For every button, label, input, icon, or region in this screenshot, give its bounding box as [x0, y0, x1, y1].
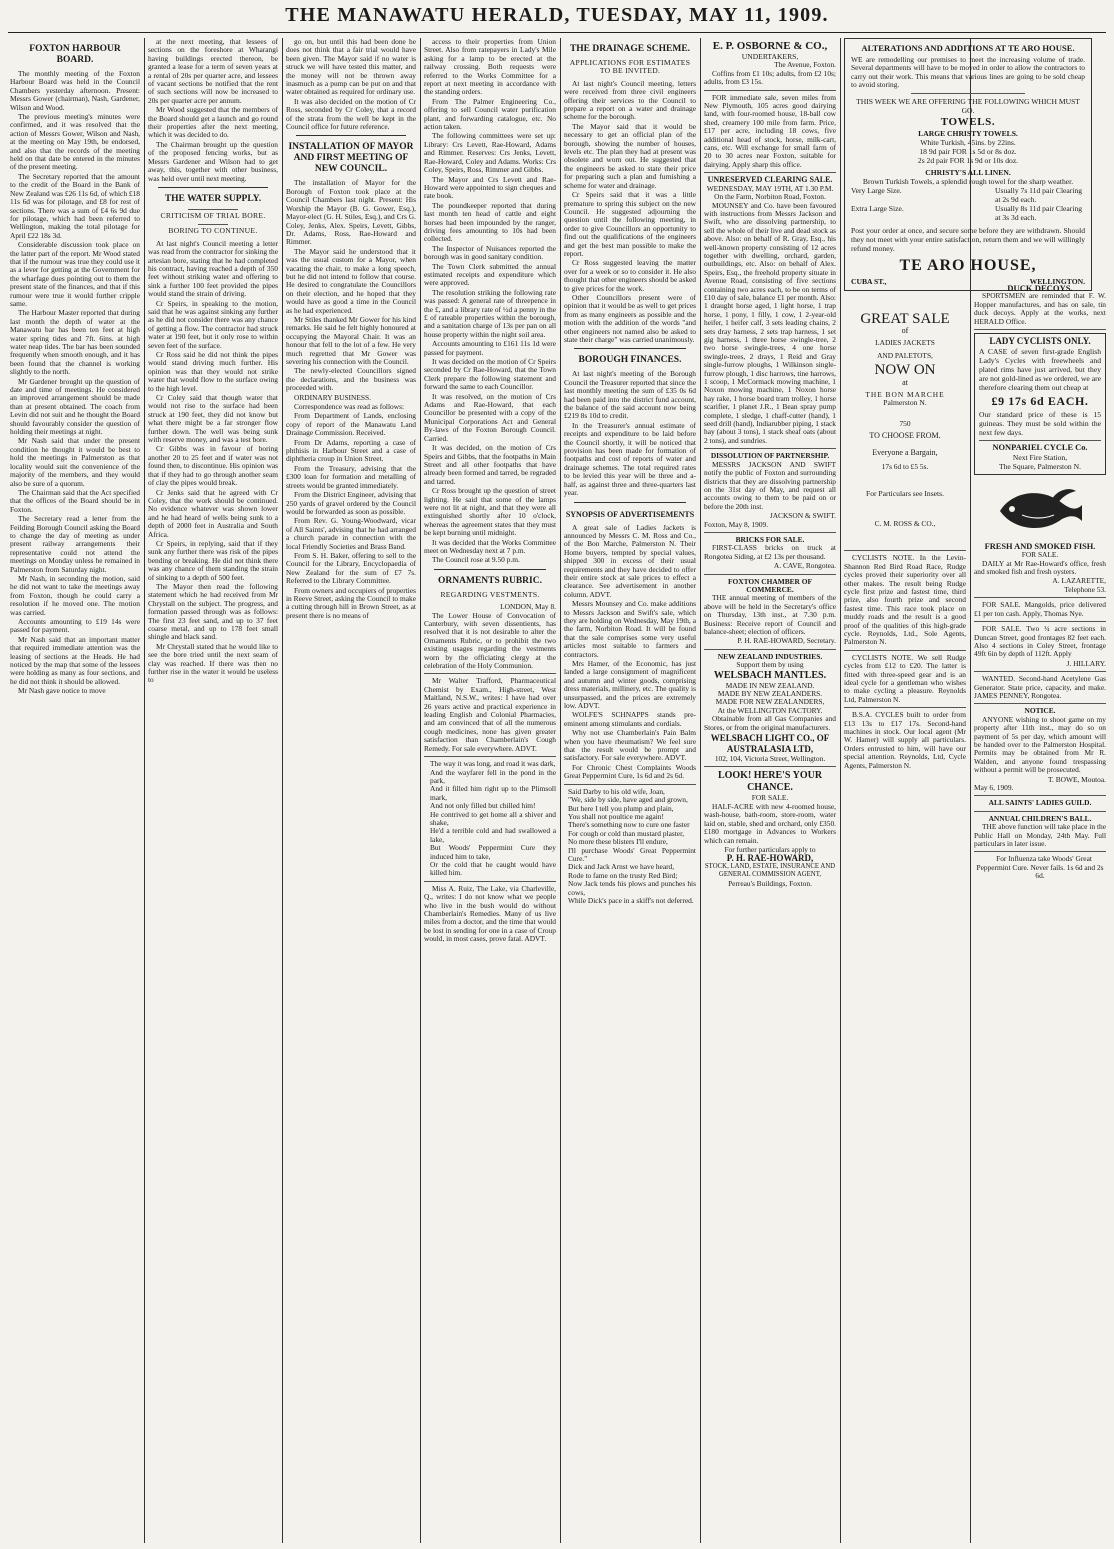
article-body-finances — [564, 370, 696, 497]
article-body-synopsis — [564, 524, 696, 781]
ad-sale-body: MOUNSEY and Co. have been favoured with instructions from Messrs Jackson and Swift, who are dissolving partnership, to sell the whole of their live and dead stock as above. Also: on behalf of R. Gray, Esq., his well-known property consisting of 12 acres together with dwelling, orchard, garden, outbuildings, etc. Also: on behalf of Alex. Speirs, Esq., the freehold property situate in Avenue Road, consisting of five sections containing two acres each, to be on terms of £10 day of sale, balance £1 per month. Also: 1 draught horse aged, 1 light horse, 1 trap horse, 1 pony, 1 filly, 1 cow, 1 2-year-old heifer, 1 heifer calf, 3 sets leading chains, 2 sets dray harness, 2 sets trap harness, 1 set gig harness, 1 three horse swingle-tree, 2 two horse swingle-trees, 4 one horse swingle-trees, 2 drays, 1 Reid and Gray single-furrow ploughs, 1 Wilkinson single-furrow plough, 1 disc harrows, tine harrows, 1 scoop, 1 McCormack mowing machine, 1 Noxon mowing machine, 1 Noxon horse hay rake, 1 horse board tram trolley, 1 horse scarifier, 1 planet J.R., 1 Bean spray pump complete, 1 sledge, 1 chaff-cutter (hand), 1 seed drill (hand), Indiarubber piping, 1 stack hay (about 3 tons), 1 stack sheaf oats (about 2 tons), and sundries. — [704, 200, 836, 445]
paragraph: It was decided on the motion of Cr Speirs seconded by Cr Rae-Howard, that the Town Clerk prepare the following statement and forward the same to each Councillor. — [424, 357, 556, 392]
paragraph: From Rev. G. Young-Woodward, vicar of All Saints', advising that he had arranged a church parade in connection with the local Friendly Societies and Brass Band. — [286, 516, 416, 551]
paragraph: Cr Jenks said that he agreed with Cr Coley, that the work should be continued. No evidence whatever was shown lower and he had heard of wells being sunk to a depth of 2000 feet in Australia and South Africa. — [148, 487, 278, 539]
separator — [704, 172, 836, 173]
ad-osborne-title: E. P. OSBORNE & CO., — [712, 40, 828, 52]
article-body-installation-cont — [424, 38, 556, 565]
ad-cyclists-1: CYCLISTS NOTE. In the Levin-Shannon Red Bird Road Race, Rudge cycles proved their superiority over all other makes. The result being Rudge cycle first prize and fastest time, third prize, also fourth prize and second fastest time. This race took place on muddy roads and the result is a good proof of the qualities of this high-grade cycle. Reynolds, Ltd., Sole Agents, Palmerston N. — [844, 553, 966, 647]
paragraph: The Chairman brought up the question of the proposed fencing works, but as Messrs Gardener and Wilson had to get away, this, together with other business, was held over until next meeting. — [148, 139, 278, 183]
separator — [574, 502, 686, 503]
ad-look-contact: For further particulars apply to — [724, 844, 816, 854]
ad-bsa: B.S.A. CYCLES built to order from £13 13s to £17 17s. Second-hand machines in stock. Our local agent (Mr W. Hamer) will supply all particulars. Orders entrusted to him, will have our special attention. Reynolds, Ltd, Cycle Agents, Palmerston N. — [844, 710, 966, 770]
article-subtitle-water-b: BORING TO CONTINUE. — [168, 226, 258, 236]
column-divider — [282, 38, 283, 1543]
ad-look-addr: Perreau's Buildings, Foxton. — [728, 878, 812, 888]
paragraph: The Inspector of Nuisances reported the borough was in good sanitary condition. — [424, 243, 556, 262]
paragraph: From S. H. Baker, offering to sell to the Council for the Library, Encyclopaedia of New Zealand for the sum of £7 7s. Referred to the Library Committee. — [286, 550, 416, 586]
ad-sale-every: Everyone a Bargain, — [872, 447, 938, 457]
paragraph: The Mayor said that it would be necessary to get an official plan of the borough, showing the number of houses, levels etc. The plan they had at present was obsolete and worn out. He suggested that the engineers be asked to state their price for preparing such a plan and furnishing a scheme for water and drainage. — [564, 121, 696, 190]
paragraph: Accounts amounting to £19 14s were passed for payment. — [10, 617, 140, 635]
ad-tearo-towels: TOWELS. — [940, 115, 996, 128]
separator — [704, 766, 836, 767]
ad-chamber-body: THE annual meeting of members of the above will be held in the Secretary's office on Thursday, 13th inst., at 7.30 p.m. Business: Receive report of Council and balance-sheet; election of officers. — [704, 593, 836, 636]
separator — [974, 851, 1106, 852]
separator — [158, 187, 268, 188]
paragraph: From Dr Adams, reporting a case of phthisis in Harbour Street and a case of diphtheria croup in Union Street. — [286, 437, 416, 464]
ad-sale-750: 750 — [899, 418, 911, 428]
separator — [844, 550, 966, 551]
paragraph: ORDINARY BUSINESS. — [294, 392, 371, 402]
ad-look-sub: FOR SALE. — [751, 793, 789, 803]
paragraph: Considerable discussion took place on the latter part of the report. Mr Wood stated that if the rumour was true they could use it as a lever for getting at the Government for the wharfage dues pointing out to them the present state of the finances, and that if this rumour were true it would further cripple same. — [10, 240, 140, 308]
paragraph: From the Treasury, advising that the £300 loan for formation and metalling of streets would be granted immediately. — [286, 463, 416, 490]
ad-tearo-christy: LARGE CHRISTY TOWELS. — [918, 128, 1018, 138]
paragraph: go on, but until this had been done he does not think that a fair trial would have been given. The Mayor said if no water is struck we will have tested this matter, and the money will not be thrown away inasmuch as a pump can be put on and that water obtained as required for ordinary use. — [286, 37, 416, 97]
ad-fish-body: DAILY at Mr Rae-Howard's office, fresh and smoked fish and fresh oysters. — [974, 558, 1106, 577]
poem-line: And it filled him right up to the Plimsoll mark, — [430, 784, 556, 802]
ad-chamber-title: FOXTON CHAMBER OF COMMERCE. — [727, 576, 813, 594]
poem-line: But Woods' Peppermint Cure they induced him to take, — [430, 843, 556, 861]
poem-line: For cough or cold than mustard plaster, — [568, 828, 685, 838]
paragraph: access to their properties from Union Street. Also from ratepayers in Lady's Mile asking for a lamp to be erected at the railway crossing. Both requests were referred to the Works Committee for a report at next meeting in accordance with the standing orders. — [424, 37, 556, 97]
separator — [974, 621, 1106, 622]
ad-dissolution-title: DISSOLUTION OF PARTNERSHIP. — [710, 451, 830, 461]
column-4 — [424, 38, 556, 1543]
paragraph: From Department of Lands, enclosing copy of report of the Manawatu Land Drainage Commission. Received. — [286, 411, 416, 438]
ad-sale-great: GREAT SALE — [860, 310, 950, 327]
column-6 — [704, 38, 836, 1543]
ad-fish-sign: A. LAZARETTE, — [1052, 576, 1106, 586]
paragraph: For Chronic Chest Complaints Woods Great Peppermint Cure, 1s 6d and 2s 6d. — [564, 762, 696, 781]
ad-ball-body: THE above function will take place in the Public Hall on Monday, 24th May. Full particulars in later issue. — [974, 822, 1106, 849]
ad-tearo-name: TE ARO HOUSE, — [899, 256, 1037, 274]
ad-sale-insets: For Particulars see Insets. — [865, 488, 945, 498]
paragraph: The Town Clerk submitted the annual estimated receipts and expenditure which were approved. — [424, 261, 556, 288]
ad-welsbach-sub: Support them by using — [736, 660, 804, 670]
ad-bricks-sign: A. CAVE, Rongotea. — [773, 561, 836, 571]
article-title-drainage: THE DRAINAGE SCHEME. — [569, 44, 691, 54]
ad-tearo-linen-r2a: Extra Large Size. — [851, 203, 904, 213]
article-body-water — [148, 240, 278, 685]
ad-dissolution-body: MESSRS JACKSON AND SWIFT notify the public of Foxton and surrounding districts that they are dissolving partnership on the 31st day of May, and request all accounts owing to them to be paid on or before the 20th inst. — [704, 459, 836, 511]
paragraph: Accounts amounting to £161 11s 1d were passed for payment. — [424, 339, 556, 357]
poem-line: I'll purchase Woods' Great Peppermint Cure." — [568, 845, 696, 863]
ad-welsbach-l4: At the WELLINGTON FACTORY. — [717, 705, 823, 715]
ad-lady-body2: Our standard price of these is 15 guineas. They must be sold within the next few days. — [979, 410, 1101, 438]
paragraph: The monthly meeting of the Foxton Harbour Board was held in the Council Chambers yesterday afternoon. Present: Messrs Gower (chairman), Nash, Gardener, Wilson and Wood. — [10, 69, 140, 112]
ad-notice-date: May 6, 1909. — [974, 783, 1014, 792]
paragraph: In the Treasurer's annual estimate of receipts and expenditure to be laid before the Council shortly, it will be noticed that provision has been made for formation of footpaths and cost of reports of water and drainage schemes. The total required rates to be levied this year will be three and a-half, as against three and three-quarters last year. — [564, 420, 696, 498]
poem-woods — [424, 760, 556, 878]
ad-look-title: LOOK! HERE'S YOUR CHANCE. — [717, 770, 823, 794]
ad-bricks-body: FIRST-CLASS bricks on truck at Rongotea Siding, at £2 13s per thousand. — [704, 543, 836, 561]
column-2 — [148, 38, 278, 1543]
article-body-water-cont — [286, 38, 416, 131]
poem-line: He'd a terrible cold and had swallowed a lake, — [430, 826, 556, 844]
poem-line: He contrived to get home all a shiver and shake, — [430, 809, 556, 827]
ad-duck-body: SPORTSMEN are reminded that F. W. Hopper manufactures, and has on sale, tin duck decoys. Apply at the works, next HERALD Office. — [974, 291, 1106, 326]
article-title-synopsis: SYNOPSIS OF ADVERTISEMENTS — [565, 509, 695, 519]
paragraph: Mr Wood suggested that the members of the Board should get a launch and go round their properties after the next meeting, which it was decided to do. — [148, 105, 278, 140]
ad-osborne-addr: The Avenue, Foxton. — [774, 60, 836, 70]
ad-forsale-farm: FOR immediate sale, seven miles from New Plymouth, 105 acres good dairying land, with four-roomed house, 18-ball cow shed, creamery 100 mile from farm. Price, £17 per acre, including 18 cows, five additional head of stock, horse, milk-cart, cans, etc. Will exchange for small farm of 20 to 30 acres near Foxton, suitable for dairying. Apply sharp this office. — [704, 92, 836, 169]
column-1 — [10, 38, 140, 1543]
ad-sale-now: NOW ON — [874, 362, 936, 379]
ad-tearo-addr2: WELLINGTON. — [1029, 276, 1085, 286]
dateline: LONDON, May 8. — [500, 602, 556, 612]
ad-tearo-addr1: CUBA ST., — [851, 276, 887, 286]
paragraph: It was decided that the Works Committee meet on Wednesday next at 7 p.m. — [424, 537, 556, 555]
paragraph: The Council rose at 9.50 p.m. — [432, 555, 520, 565]
ad-sale-bon: THE BON MARCHE — [865, 390, 945, 400]
ad-tearo-week: THIS WEEK WE ARE OFFERING THE FOLLOWING WHICH MUST GO. — [856, 96, 1080, 115]
separator — [434, 569, 546, 570]
separator — [424, 673, 556, 674]
paragraph: The poundkeeper reported that during last month ten head of cattle and eight horses had been impounded by the ranger, driving fees amounting to 10s had been collected. — [424, 200, 556, 244]
poem-line: Dick and Jack Arnst we have heard, — [568, 862, 675, 872]
ad-lady-body: A CASE of seven first-grade English Lady's Cycles with freewheels and plated rims have just arrived, but they are not gold-lined as we ordered, we are therefore clearing them out cheap at — [979, 347, 1101, 393]
ad-tearo-linen-r1b: Usually 7s 11d pair Clearing at 2s 9d each. — [995, 185, 1083, 204]
article-title-finances: BOROUGH FINANCES. — [578, 355, 682, 366]
ad-look-company: STOCK, LAND, ESTATE, INSURANCE AND GENERAL COMMISSION AGENT, — [704, 862, 836, 879]
ad-notice-title: NOTICE. — [1024, 706, 1056, 716]
article-title-water: THE WATER SUPPLY. — [164, 193, 262, 204]
ad-welsbach-title: WELSBACH MANTLES. — [713, 669, 827, 681]
separator — [974, 597, 1106, 598]
paragraph: The Lower House of Convocation of Canterbury, with seven dissentients, has resolved that it is not desirable to alter the Ornaments Rubric, or to prohibit the two existing usages regarding the vestments worn by the officiating clergy at the celebration of the Holy Communion. — [424, 610, 556, 671]
ad-fish-title: FRESH AND SMOKED FISH. — [984, 541, 1096, 551]
ad-sale-and: AND PALETOTS, — [877, 350, 933, 360]
ad-nonpareil-a2: The Square, Palmerston N. — [998, 461, 1082, 471]
paragraph: From the District Engineer, advising that 250 yards of gravel ordered by the Council would be forwarded as soon as possible. — [286, 490, 416, 516]
paragraph: Cr Speirs, in speaking to the motion, said that he was against sinking any further as he did not consider there was any chance of getting a flow. The contractor had struck water at 190 feet, but it only rose to within seven feet of the surface. — [148, 298, 278, 350]
poem-line: The way it was long, and road it was dark, — [430, 759, 556, 769]
ad-fish-sub: FOR SALE. — [1021, 550, 1059, 560]
paragraph: At last night's Council meeting, letters were received from three civil engineers offering their services to the Council to prepare a report on a water and drainage scheme for the borough. — [564, 78, 696, 122]
separator — [974, 703, 1106, 704]
paragraph: Correspondence was read as follows: — [294, 402, 405, 412]
ad-fish-tel: Telephone 53. — [1064, 584, 1106, 594]
article-body-installation — [286, 179, 416, 620]
endnote: Miss A. Ruiz, The Lake, via Charleville, Q., writes: I do not know what we people who live in the bush would do without Chamberlain's Remedies. Many of us live miles from a doctor, and the time that would be lost in sending for one in a case of Croup would, in most cases, prove fatal. ADVT. — [424, 883, 556, 944]
paragraph: WOLFE'S SCHNAPPS stands pre-eminent among stimulants and cordials. — [564, 710, 696, 728]
article-subtitle-drainage: APPLICATIONS FOR ESTIMATES TO BE INVITED. — [569, 58, 691, 76]
column-divider — [144, 38, 145, 1543]
ad-chamber-sign: P. H. RAE-HOWARD, Secretary. — [737, 636, 836, 646]
masthead: THE MANAWATU HERALD, TUESDAY, MAY 11, 1909. — [285, 4, 829, 26]
paragraph: From owners and occupiers of properties in Reeve Street, asking the Council to make a cutting through hill in Brown Street, as at present there is no means of — [286, 585, 416, 620]
ad-acre: FOR SALE. Two ¼ acre sections in Duncan Street, good frontages 82 feet each. Also 4 sections in Coley Street, frontage 49ft 6in by depth of 112ft. Apply — [974, 624, 1106, 659]
poem-line: But here I tell you plump and plain, — [568, 803, 674, 813]
poem-line: While Dick's pace in a skiff's not deferred. — [568, 895, 694, 905]
paragraph: The Mayor then read the following statement which he had received from Mr Chrystall on the subject. The progress, and formation passed through was as follows: The first 23 feet sand, and up to 37 feet coarse metal, and up to 178 feet small shingle and black sand. — [148, 581, 278, 642]
separator — [974, 671, 1106, 672]
column-3 — [286, 38, 416, 1543]
poem-darby — [564, 788, 696, 906]
ad-ball: ANNUAL CHILDREN'S BALL. — [988, 813, 1092, 823]
paragraph: The resolution striking the following rate was passed: A general rate of threepence in the £, and a library rate of ½d a penny in the £ of rateable properties within the borough, and a sanitation charge of 13s per pan on all house property within the night soil area. — [424, 287, 556, 339]
paragraph: Cr Ross said he did not think the pipes would stand driving much further. His opinion was that they would not strike water that would flow to the surface owing to the high level. — [148, 350, 278, 393]
paragraph: Mr Nash gave notice to move — [18, 686, 106, 696]
paragraph: At last night's Council meeting a letter was read from the contractor for sinking the artesian bore, stating that he had completed his contract, having reached a depth of 350 feet without striking water and offering to sink a further 100 feet provided the pipes would stand the strain of driving. — [148, 238, 278, 299]
separator — [974, 795, 1106, 796]
ad-tearo-linen-r1a: Very Large Size. — [851, 185, 902, 195]
ad-lady-title: LADY CYCLISTS ONLY. — [989, 336, 1091, 347]
paragraph: Mr Nash said that an important matter that required immediate attention was the leasing of sections at the Heads. He had noticed by the map that some of the lessees were holding as many as four sections, and he did not think it should be allowed. — [10, 634, 140, 686]
ad-osborne-sub: UNDERTAKERS, — [741, 52, 799, 61]
separator — [704, 574, 836, 575]
separator — [979, 440, 1101, 441]
ad-great-sale — [844, 310, 966, 529]
column-5 — [564, 38, 696, 1543]
article-body-harbour-cont — [148, 38, 278, 183]
article-title-installation: INSTALLATION OF MAYOR AND FIRST MEETING OF NEW COUNCIL. — [288, 142, 414, 175]
paragraph: At last night's meeting of the Borough Council the Treasurer reported that since the last monthly meeting the sum of £35 0s 6d had been paid into the district fund account, the balance of the said account now being £219 8s 10d to credit. — [564, 369, 696, 421]
ad-welsbach-l2: MADE BY NEW ZEALANDERS. — [717, 689, 823, 699]
paragraph: The Secretary reported that the amount to the credit of the Board in the Bank of New Zealand was £26 11s 6d, of which £18 11s 6d was for pilotage, and £8 for rest of sections. There was a sum of £4 6s 9d due for pilotage, which had been referred to Wellington, making the total pilotage for April £22 18s 3d. — [10, 171, 140, 240]
separator — [424, 881, 556, 882]
paragraph: A great sale of Ladies Jackets is announced by Messrs C. M. Ross and Co., of the Bon Marche, Palmerston N. Their Home buyers, tempted by special values, shipped 300 in excess of their usual requirements and they have decided to offer their entire stock at sale prices to effect a clearance. See advertisement in another column. ADVT. — [564, 522, 696, 599]
column-divider — [840, 38, 841, 1543]
paragraph: The Harbour Master reported that during last month the depth of water at the Manawatu bar has been ten feet at high water spring tides and 7ft. 6ins. at high water neap tides. The bar has been sounded frequently when smooth enough, and it has been found that the channel is working slightly to the north. — [10, 308, 140, 377]
article-subtitle-ornaments: REGARDING VESTMENTS. — [440, 589, 540, 599]
testimonial: Mr Walter Trafford, Pharmaceutical Chemist by Exam., High-street, West Maitland, N.S.W., writes: I have had over 26 years active and practical experience in leading English and Colonial Pharmacies, and am convinced that of all the numerous cough medicines, none has given greater satisfaction than Chamberlain's Cough Remedy. For sale everywhere. ADVT. — [424, 676, 556, 753]
column-divider — [560, 38, 561, 1543]
paragraph: Mrs Hamer, of the Economic, has just landed a large consignment of magnificent and autumn and winter goods, comprising dress materials, millinery, etc. The quality is unsurpassed, and the prices are extremely low. ADVT. — [564, 659, 696, 711]
ad-welsbach-l3: MADE FOR NEW ZEALANDERS, — [715, 697, 825, 707]
ad-notice-sign: T. BOWE, Moutoa. — [1048, 774, 1106, 784]
ad-sale-at: at — [902, 377, 908, 387]
ad-nonpareil-a1: Next Fire Station, — [1012, 452, 1068, 462]
ad-tearo-linen: CHRISTY'S ALL LINEN. — [925, 167, 1011, 177]
poem-line: Said Darby to his old wife, Joan, — [568, 786, 665, 796]
paragraph: The installation of Mayor for the Borough of Foxton took place at the Council Chambers last night. Present: His Worship the Mayor (B. G. Gower, Esq.), Mayor-elect (G. H. Stiles, Esq.), and Crs G. Coley, Jenks, Alex. Speirs, Levett, Gibbs, Dr. Adams, Ross, Rae-Howard and Rimmer. — [286, 178, 416, 247]
ad-dissolution-date: Foxton, May 8, 1909. — [704, 519, 769, 529]
ad-notice-body: ANYONE wishing to shoot game on my property after 11th inst., may do so on payment of 5s per day, which amount will be handed over to the Palmerston Hospital. Permits may be obtained from Mr R. Walden, and anyone found trespassing without a permit will be prosecuted. — [974, 714, 1106, 775]
ad-sale-ladies: LADIES JACKETS — [875, 338, 935, 348]
article-title-ornaments: ORNAMENTS RUBRIC. — [438, 575, 542, 586]
ad-sale-cm: C. M. ROSS & CO., — [874, 518, 936, 528]
ad-sale-pn: Palmerston N. — [883, 398, 927, 408]
ad-welsbach-top: NEW ZEALAND INDUSTRIES. — [717, 651, 823, 661]
paragraph: Mr Stiles thanked Mr Gower for his kind remarks. He said he felt highly honoured at occupying the Mayoral Chair. It was an honour that fell to the lot of a few. He very much regretted that Mr Gower was severing his connection with the Council. — [286, 314, 416, 366]
masthead-rule — [8, 32, 1106, 33]
ad-sale-date: WEDNESDAY, MAY 19TH, AT 1.30 P.M. — [706, 183, 834, 193]
ad-sale-price: 17s 6d to £5 5s. — [881, 462, 929, 472]
paragraph: at the next meeting, that lessees of sections on the foreshore at Wharangi having buildings erected thereon, be granted a lease for a term of seven years at a rental of 20s per quarter acre, and lessees of vacant sections be notified that the rent of such sections will now be increased to 20s per quarter acre per annum. — [148, 37, 278, 105]
ad-welsbach-addr: 102, 104, Victoria Street, Wellington. — [714, 754, 826, 764]
ad-sale-choose: TO CHOOSE FROM. — [869, 431, 941, 441]
ad-cyclists-2: CYCLISTS NOTE. We sell Rudge cycles from £12 to £20. The latter is fitted with three-speed gear and is an ideal cycle for a gentleman who wishes to make cycling a pleasure. Reynolds Ltd, Palmerston N. — [844, 652, 966, 704]
ad-welsbach-company: WELSBACH LIGHT CO., OF AUSTRALASIA LTD, — [710, 733, 830, 755]
ad-tearo-post: Post your order at once, and secure some before they are withdrawn. Should they not meet with your entire satisfaction, return them and we will willingly refund money. — [851, 225, 1085, 253]
ad-tearo-linen-r2b: Usually 8s 11d pair Clearing at 3s 3d each. — [995, 203, 1083, 222]
poem-line: Or the cold that he caught would have killed him. — [430, 859, 556, 878]
paragraph: Cr Coley said that though water that would not rise to the surface had been struck at 190 feet, they did not know but what there might be a far stronger flow further down. The well was being sunk with reserve money, and was a test bore. — [148, 393, 278, 445]
paragraph: It was also decided on the motion of Cr Ross, seconded by Cr Coley, that a record of the strata from the well be kept in the Council office for future reference. — [286, 96, 416, 132]
separator — [974, 329, 1106, 330]
paragraph: Cr Ross suggested leaving the matter over for a week or so to consider it. He also thought that other engineers should be asked to give prices for the work. — [564, 258, 696, 293]
ad-bricks-title: BRICKS FOR SALE. — [735, 534, 805, 544]
poem-line: "We, side by side, have aged and grown, — [568, 795, 688, 805]
separator — [974, 811, 1106, 812]
paragraph: The following committees were set up: Library: Crs Levett, Rae-Howard, Adams and Rimmer. Reserves: Crs Jenks, Levett, Rae-Howard, Coley and Adams. Works: Crs Coley, Speirs, Ross, Rimmer and Gibbs. — [424, 131, 556, 175]
column-8 — [974, 38, 1106, 1543]
ad-tearo-christy-size: White Turkish, 45ins. by 22ins. — [920, 137, 1016, 147]
fish-icon — [992, 481, 1088, 537]
separator — [844, 650, 966, 651]
ad-look-body: HALF-ACRE with new 4-roomed house, wash-house, bath-room, store-room, water laid on, stable, shed and orchard, only £350. £180 mortgage in Advances to Workers which can remain. — [704, 801, 836, 845]
separator — [574, 348, 686, 349]
ad-sale-place: On the Farm, Norbiton Road, Foxton. — [714, 192, 826, 202]
separator — [564, 784, 696, 785]
separator — [188, 209, 238, 210]
ad-lady-price: £9 17s 6d EACH. — [991, 394, 1089, 409]
paragraph: Cr Speirs said that it was a little premature to spring this subject on the new Council. He suggested adjourning the question until the following meeting, in order to give Councillors an opportunity to find out the qualifications of the engineers and get the best man possible to make the report. — [564, 190, 696, 258]
paragraph: The Chairman said that the Act specified that the offices of the Board should be in Foxton. — [10, 487, 140, 514]
ad-tearo-christy-p2: 2s 2d pair FOR 1s 9d or 10s doz. — [917, 155, 1019, 165]
paragraph: Mr Gardener brought up the question of date and time of meetings. He considered an improved arrangement should be made than at present obtained. The coach from Levin did not suit and he thought the Board should favourably consider the question of holding their meetings at night. — [10, 376, 140, 437]
ad-acre-sign: J. HILLARY. — [1066, 658, 1106, 668]
ad-sale-of: of — [901, 326, 909, 336]
ad-sale-title: UNRESERVED CLEARING SALE. — [707, 175, 833, 185]
ad-influenza: For Influenza take Woods' Great Peppermint Cure. Never fails. 1s 6d and 2s 6d. — [976, 854, 1104, 881]
poem-line: And not only filled but chilled him! — [430, 801, 536, 811]
ad-tearo-christy-p1: 18 9d pair FOR 1s 5d or 8s doz. — [919, 146, 1017, 156]
ad-welsbach-l5: Obtainable from all Gas Companies and Stores, or from the original manufacturers. — [704, 714, 836, 732]
poem-line: Now Jack tends his plows and punches his cows, — [568, 879, 696, 897]
ad-guild: ALL SAINTS' LADIES GUILD. — [988, 798, 1092, 808]
poem-line: You shall not poultice me again! — [568, 811, 664, 821]
ad-tearo-head: ALTERATIONS AND ADDITIONS AT TE ARO HOUSE. — [861, 43, 1075, 53]
ad-duck-title: DUCK DECOYS. — [1007, 283, 1073, 293]
article-body-harbour — [10, 70, 140, 696]
article-body-ornaments — [424, 612, 556, 671]
separator — [704, 448, 836, 449]
article-title-harbour: FOXTON HARBOUR BOARD. — [29, 44, 121, 65]
paragraph: The Mayor and Crs Levett and Rae-Howard were appointed to sign cheques and rate book. — [424, 174, 556, 201]
column-divider — [700, 38, 701, 1543]
separator — [296, 135, 406, 136]
paragraph: Cr Ross brought up the question of street lighting. He said that some of the lamps were not lit at night, and that they were all extinguished shortly after 10 o'clock, whereas the agreement states that they must be kept burning until midnight. — [424, 486, 556, 538]
ad-osborne-body: Coffins from £1 10s; adults, from £2 10s; adults, from £3 15s. — [704, 68, 836, 87]
poem-line: No more these blisters I'll endure, — [568, 837, 668, 847]
separator — [424, 756, 556, 757]
paragraph: From The Palmer Engineering Co., offering to sell Council water purification plant, and forwarding catalogue, etc. No action taken. — [424, 96, 556, 132]
paragraph: The Secretary read a letter from the Feilding Borough Council asking the Board to change the day of meeting as under present railway arrangements their representative could not attend the meetings on Monday unless he remained in Palmerston from Saturday night. — [10, 514, 140, 574]
article-body-drainage — [564, 80, 696, 345]
poem-line: Rode to fame on the trusty Red Bird; — [568, 870, 678, 880]
ad-lady-cyclists — [974, 333, 1106, 475]
paragraph: Cr Speirs, in replying, said that if they sunk any further there was risk of the pipes bending or breaking. He did not think there was any chance of them standing the strain of sinking to a depth of 500 feet. — [148, 538, 278, 582]
paragraph: Other Councillors present were of opinion that it would be as well to get prices from as many engineers as possible and the motion with the addition of the words "and other engineers not named also be asked to state their charge" was carried unanimously. — [564, 292, 696, 344]
article-subtitle-water-a: CRITICISM OF TRIAL BORE. — [160, 210, 266, 220]
poem-line: There's something now to cure one faster — [568, 820, 690, 830]
ad-wanted: WANTED. Second-hand Acetylene Gas Generator. State price, capacity, and make. JAMES PENNEY, Rongotea. — [974, 674, 1106, 700]
paragraph: The Mayor said he understood that it was the usual custom for a Mayor, when vacating the chair, to make a long speech, but he did not intend to follow that course. He desired to congratulate the Councillors on their election, and he hoped that they would have as good a time in the Council as he had experienced. — [286, 246, 416, 315]
ad-look-name: P. H. RAE-HOWARD, — [726, 853, 814, 864]
ad-dissolution-sign: JACKSON & SWIFT. — [769, 511, 836, 521]
paragraph: The newly-elected Councillors signed the declarations, and the business was proceeded with. — [286, 366, 416, 393]
ad-tearo-body: WE are remodelling our premises to meet the increasing volume of trade. Several departments will have to be moved in order to allow the contractors to carry out their work. This means that various lines are going to be sold cheap to avoid storing. — [851, 55, 1085, 90]
separator — [704, 649, 836, 650]
paragraph: It was resolved, on the motion of Crs Adams and Rae-Howard, that each Councillor be presented with a copy of the Municipal Corporations Act and General By-laws of the Foxton Borough Council. Carried. — [424, 391, 556, 443]
paragraph: Why not use Chamberlain's Pain Balm when you have rheumatism? We feel sure that the result would be prompt and satisfactory. For sale everywhere. ADVT. — [564, 728, 696, 763]
ad-nonpareil: NONPARIEL CYCLE Co. — [992, 443, 1088, 453]
separator — [704, 90, 836, 91]
ad-welsbach-l1: MADE IN NEW ZEALAND. — [725, 680, 815, 690]
paragraph: Mr Nash said that under the present condition he thought it would be best to hold the meetings in Palmerston as that locality would suit the convenience of the majority of the members, and they would also be sure of a quorum. — [10, 436, 140, 488]
ad-tearo-linen-body: Brown Turkish Towels, a splendid rough towel for the sharp weather. — [862, 176, 1074, 186]
paragraph: Mr Nash, in seconding the motion, said he did not want to take the meetings away from Foxton, though he could carry a resolution if he moved one. The motion was carried. — [10, 573, 140, 617]
paragraph: It was decided, on the motion of Crs Speirs and Gibbs, that the footpaths in Main Street and all other footpaths that have already been formed and tarred, be regraded and tarred. — [424, 443, 556, 486]
paragraph: Messrs Mounsey and Co. make additions to Messrs Jackson and Swift's sale, which they are holding on Wednesday, May 19th, a the farm, Norbiton Road. It will be found that the sale comprises some very useful articles most suitable to farmers and contractors. — [564, 599, 696, 659]
column-divider — [420, 38, 421, 1543]
separator — [844, 707, 966, 708]
separator — [704, 532, 836, 533]
paragraph: Cr Gibbs was in favour of boring another 20 to 25 feet and if water was not found then, to discontinue. His opinion was that if they had to go through another seam of clay the pipes would break. — [148, 444, 278, 488]
ad-mangolds: FOR SALE. Mangolds, price delivered £1 per ton cash. Apply, Thomas Nye. — [974, 600, 1106, 618]
poem-line: And the wayfarer fell in the pond in the park, — [430, 767, 556, 785]
paragraph: The previous meeting's minutes were confirmed, and it was resolved that the action of Messrs Gower, Wilson and Nash, at the meeting on May 19th, be endorsed, and also that the records of the meeting held on that date be entered in the minutes of the present meeting. — [10, 112, 140, 172]
paragraph: Mr Chrystall stated that he would like to see the bore tried until the next seam of clay was reached. If there was then no further rise in the water it would be useless to — [148, 641, 278, 685]
separator — [198, 224, 228, 225]
